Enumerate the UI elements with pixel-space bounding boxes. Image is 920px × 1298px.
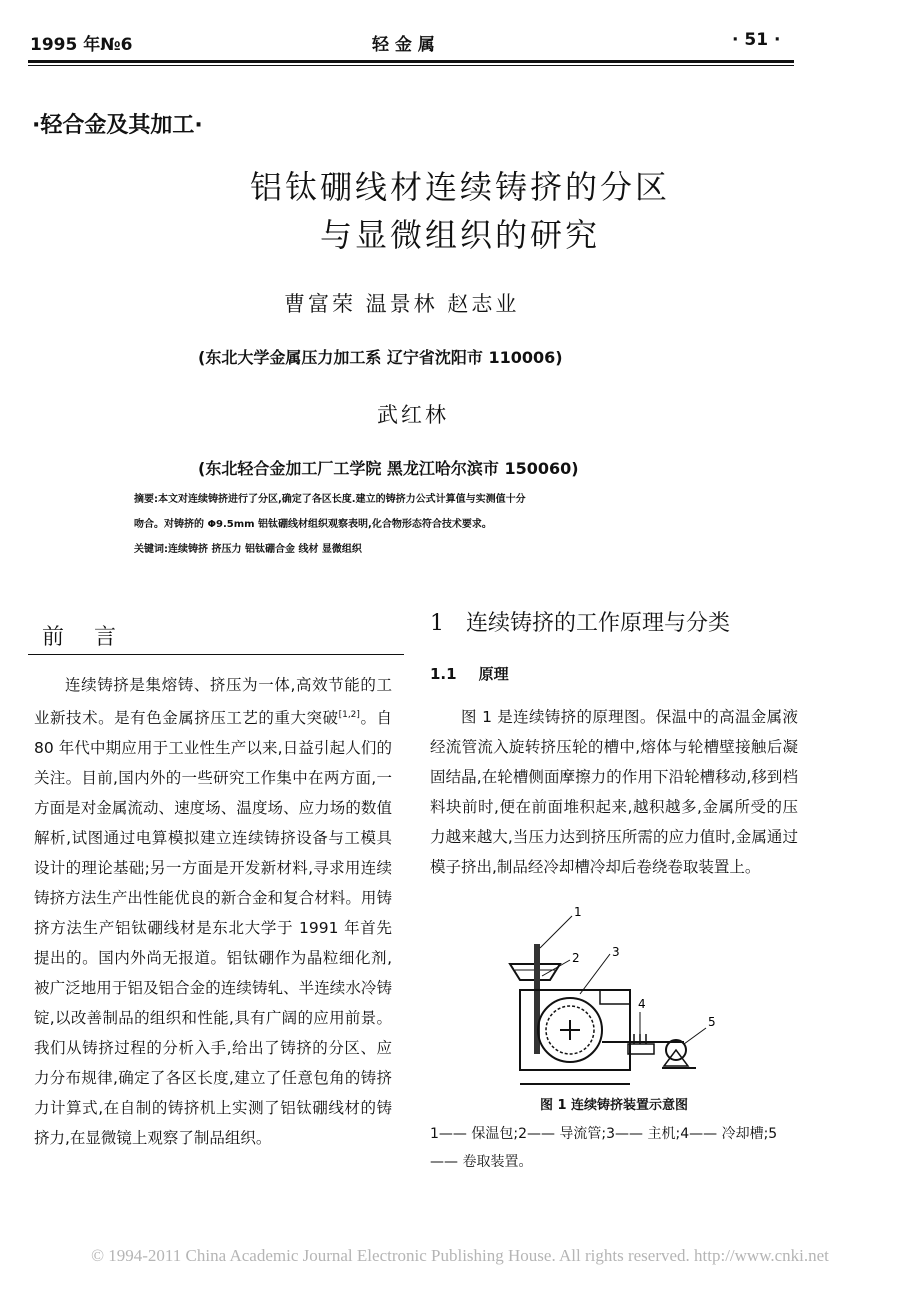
coiler-stand (664, 1050, 688, 1066)
preface-paragraph (34, 670, 392, 1153)
authors-secondary: 武红林 (377, 403, 449, 427)
figure-schematic (500, 894, 720, 1094)
citation-ref[interactable]: [1,2] (338, 710, 360, 720)
figure-caption: 图 1 连续铸挤装置示意图 (539, 1098, 689, 1113)
abstract-line-2: 吻合。对铸挤的 Φ9.5mm 铝钛硼线材组织观察表明,化合物形态符合技术要求。 (134, 519, 492, 530)
journal-issue: 1995 年№6 (30, 35, 133, 55)
section-title: 连续铸挤的工作原理与分类 (466, 611, 731, 636)
keywords: 关键词:连续铸挤 挤压力 铝钛硼合金 线材 显微组织 (134, 544, 362, 555)
affiliation-secondary: (东北轻合金加工厂工学院 黑龙江哈尔滨市 150060) (198, 459, 579, 478)
leader-3 (580, 954, 610, 994)
header-rule-thin (28, 65, 794, 66)
preface-text-a: 连续铸挤是集熔铸、挤压为一体,高效节能的工业新技术。是有色金属挤压工艺的重大突破 (34, 676, 392, 728)
preface-body (34, 670, 392, 1153)
fig-label-1: 1 (574, 905, 582, 919)
title-line-2: 与显微组织的研究 (319, 216, 600, 254)
section-heading-preface: 前言 (42, 625, 147, 650)
section-heading-1 (430, 606, 730, 637)
subsection-heading-1-1 (430, 663, 509, 684)
subsection-number: 1.1 (430, 665, 457, 683)
header-rule (28, 60, 794, 63)
section-number: 1 (430, 611, 444, 636)
authors-primary: 曹富荣 温景林 赵志业 (284, 292, 520, 316)
fig-label-5: 5 (708, 1015, 716, 1029)
abstract-line-1: 摘要:本文对连续铸挤进行了分区,确定了各区长度.建立的铸挤力公式计算值与实测值十分 (134, 494, 526, 505)
page-number: · 51 · (732, 30, 781, 50)
title-line-1: 铝钛硼线材连续铸挤的分区 (249, 168, 670, 206)
principle-paragraph: 图 1 是连续铸挤的原理图。保温中的高温金属液经流管流入旋转挤压轮的槽中,熔体与轮槽壁接触后凝固结晶,在轮槽侧面摩擦力的作用下沿轮槽移动,移到档料块前时,便在前面堆积起来,越积越多,金属所受的压力越来越大,当压力达到挤压所需的应力值时,金属通过模子挤出,制品经冷却槽冷却后卷绕卷取装置上。 (430, 708, 798, 876)
fig-label-4: 4 (638, 997, 646, 1011)
fig-label-2: 2 (572, 951, 580, 965)
subsection-title: 原理 (478, 665, 509, 683)
journal-name: 轻 金 属 (372, 35, 435, 55)
cooling-trough-shape (628, 1044, 654, 1054)
leader-1 (540, 916, 572, 948)
figure-legend: 1—— 保温包;2—— 导流管;3—— 主机;4—— 冷却槽;5—— 卷取装置。 (430, 1126, 778, 1170)
principle-body (430, 702, 798, 882)
affiliation-primary: (东北大学金属压力加工系 辽宁省沈阳市 110006) (198, 348, 563, 367)
heading-rule (28, 654, 404, 655)
leader-2 (542, 960, 570, 976)
fig-label-3: 3 (612, 945, 620, 959)
frame-box (600, 990, 630, 1004)
leader-5 (684, 1028, 706, 1044)
preface-text-b: 。自 80 年代中期应用于工业性生产以来,日益引起人们的关注。目前,国内外的一些研究工作集中在两方面,一方面是对金属流动、速度场、温度场、应力场的数值解析,试图通过电算模拟建立连续铸挤设备与工模具设计的理论基础;另一方面是开发新材料,寻求用连续铸挤方法生产出性能优良的新合金和复合材料。用铸挤方法生产铝钛硼线材是东北大学于 1991 年首先提出的。国内外尚无报道。铝钛硼作为晶粒细化剂,被广泛地用于铝及铝合金的连续铸轧、半连续水冷铸锭,以改善制品的组织和性能,具有广阔的应用前景。我们从铸挤过程的分析入手,给出了铸挤的分区、应力分布规律,确定了各区长度,建立了任意包角的铸挤力计算式,在自制的铸挤机上实测了铝钛硼线材的铸挤力,在显微镜上观察了制品组织。 (34, 709, 392, 1148)
section-tag: ·轻合金及其加工· (32, 113, 203, 138)
copyright-footer: © 1994-2011 China Academic Journal Electronic Publishing House. All rights reserved. http://www.cnki.net (91, 1246, 829, 1265)
